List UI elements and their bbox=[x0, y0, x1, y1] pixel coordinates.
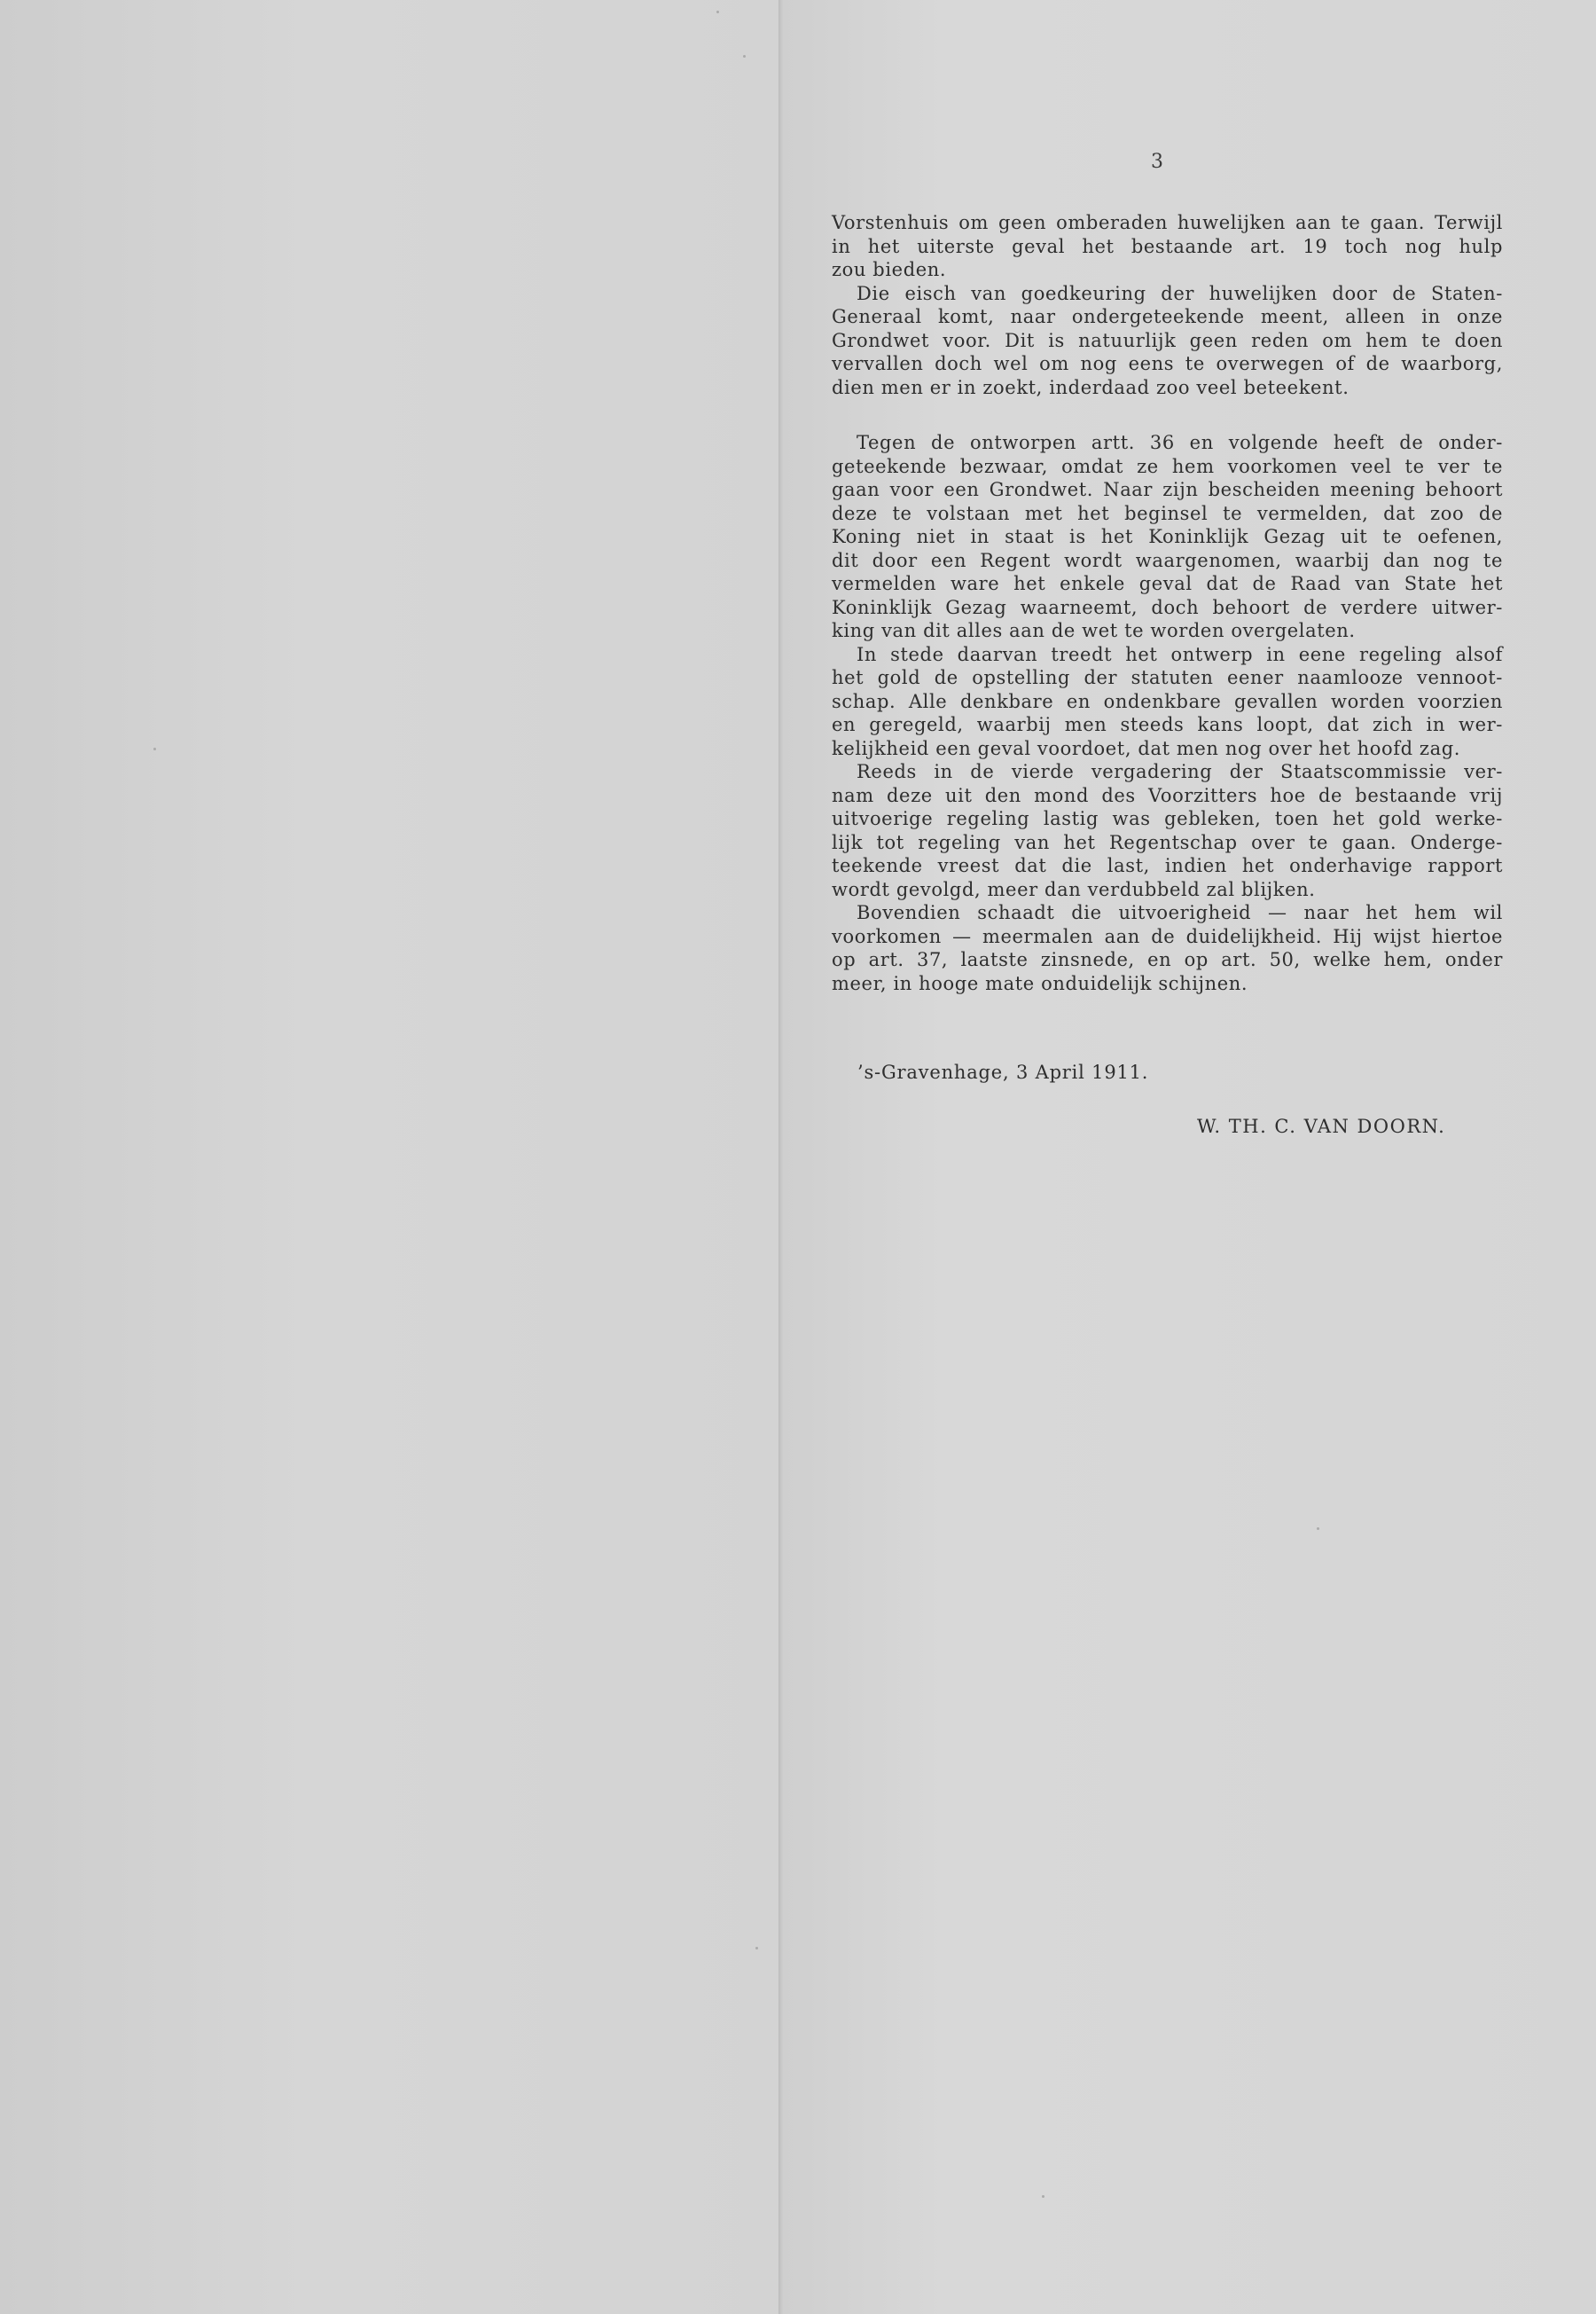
text-line: uitvoerige regeling lastig was gebleken, toen het gold werke- bbox=[832, 808, 1503, 829]
text-line: zou bieden. bbox=[832, 259, 947, 280]
text-line: deze te volstaan met het beginsel te vermelden, dat zoo de bbox=[832, 502, 1503, 524]
text-line: nam deze uit den mond des Voorzitters hoe de bestaande vrij bbox=[832, 784, 1503, 806]
text-line: in het uiterste geval het bestaande art. 19 toch nog hulp bbox=[832, 235, 1503, 257]
paper-speck bbox=[153, 748, 156, 750]
text-line: en geregeld, waarbij men steeds kans loopt, dat zich in wer- bbox=[832, 714, 1503, 735]
text-line: kelijkheid een geval voordoet, dat men nog over het hoofd zag. bbox=[832, 737, 1461, 759]
paper-speck bbox=[1317, 1527, 1319, 1530]
text-line: Bovendien schaadt die uitvoerigheid — naar het hem wil bbox=[857, 902, 1503, 923]
text-line: Reeds in de vierde vergadering der Staatscommissie ver- bbox=[857, 761, 1503, 782]
paragraph bbox=[832, 431, 1503, 643]
text-line: schap. Alle denkbare en ondenkbare gevallen worden voorzien bbox=[832, 690, 1503, 712]
text-line: vermelden ware het enkele geval dat de Raad van State het bbox=[832, 573, 1503, 594]
text-line: teekende vreest dat die last, indien het onderhavige rapport bbox=[832, 855, 1503, 876]
text-line: In stede daarvan treedt het ontwerp in eene regeling alsof bbox=[857, 643, 1503, 665]
text-line: op art. 37, laatste zinsnede, en op art. 50, welke hem, onder bbox=[832, 949, 1503, 970]
text-line: king van dit alles aan de wet te worden overgelaten. bbox=[832, 620, 1356, 641]
text-line: lijk tot regeling van het Regentschap over te gaan. Onderge- bbox=[832, 831, 1503, 853]
paragraph bbox=[832, 282, 1503, 400]
text-line: voorkomen — meermalen aan de duidelijkheid. Hij wijst hiertoe bbox=[832, 925, 1503, 947]
page-number: 3 bbox=[1151, 151, 1163, 173]
text-line: gaan voor een Grondwet. Naar zijn bescheiden meening behoort bbox=[832, 479, 1503, 500]
text-line: geteekende bezwaar, omdat ze hem voorkomen veel te ver te bbox=[832, 455, 1503, 477]
text-line: Koning niet in staat is het Koninklijk Gezag uit te oefenen, bbox=[832, 526, 1503, 547]
text-line: meer, in hooge mate onduidelijk schijnen. bbox=[832, 972, 1248, 994]
text-line: het gold de opstelling der statuten eener naamlooze vennoot- bbox=[832, 667, 1503, 688]
paragraph bbox=[832, 760, 1503, 901]
paper-speck bbox=[743, 55, 746, 58]
paragraph bbox=[832, 901, 1503, 995]
left-blank-page bbox=[0, 0, 780, 2314]
text-line: Grondwet voor. Dit is natuurlijk geen reden om hem te doen bbox=[832, 329, 1503, 351]
text-line: Koninklijk Gezag waarneemt, doch behoort de verdere uitwer- bbox=[832, 596, 1503, 618]
paper-speck bbox=[755, 1947, 758, 1949]
body-text bbox=[832, 211, 1503, 995]
text-line: dien men er in zoekt, inderdaad zoo veel beteekent. bbox=[832, 376, 1350, 398]
signature: W. TH. C. VAN DOORN. bbox=[1197, 1116, 1446, 1137]
paragraph bbox=[832, 643, 1503, 761]
text-line: Die eisch van goedkeuring der huwelijken door de Staten- bbox=[857, 282, 1503, 304]
text-line: Tegen de ontworpen artt. 36 en volgende heeft de onder- bbox=[857, 432, 1503, 453]
paper-speck bbox=[1042, 2195, 1044, 2198]
text-line: dit door een Regent wordt waargenomen, waarbij dan nog te bbox=[832, 549, 1503, 571]
text-line: vervallen doch wel om nog eens te overwegen of de waarborg, bbox=[832, 353, 1503, 374]
paragraph bbox=[832, 211, 1503, 282]
text-line: Vorstenhuis om geen omberaden huwelijken aan te gaan. Terwijl bbox=[832, 212, 1503, 233]
text-line: Generaal komt, naar ondergeteekende meent, alleen in onze bbox=[832, 306, 1503, 327]
place-date: ’s-Gravenhage, 3 April 1911. bbox=[857, 1062, 1149, 1083]
paper-speck bbox=[716, 11, 719, 13]
text-line: wordt gevolgd, meer dan verdubbeld zal blijken. bbox=[832, 878, 1316, 900]
